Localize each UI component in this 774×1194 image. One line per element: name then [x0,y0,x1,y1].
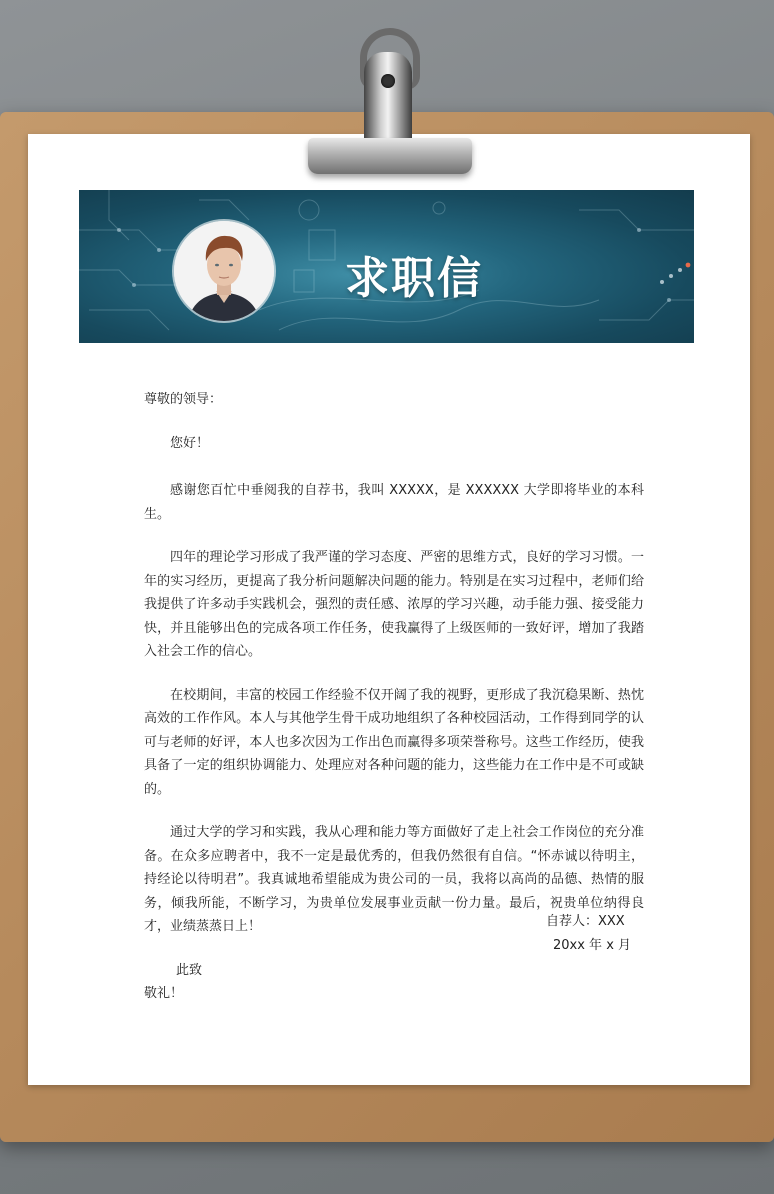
salutation: 尊敬的领导： [144,392,223,407]
paragraph-intro: 感谢您百忙中垂阅我的自荐书，我叫 XXXXX，是 XXXXXX 大学即将毕业的本科生。 [144,483,644,522]
closing-line-1: 此致 [176,962,203,978]
binder-clip-icon [300,26,476,176]
portrait-photo [174,221,274,321]
paragraph-conclusion: 通过大学的学习和实践，我从心理和能力等方面做好了走上社会工作岗位的充分准备。在众多应聘者中，我不一定是最优秀的，但我仍然很有自信。“怀赤诚以待明主，持经论以待明君”。我真诚地希望能成为贵公司的一员，我将以高尚的品德、热情的服务，倾我所能，不断学习，为贵单位发展事业贡献一份力量。最后，祝贵单位纳得良才，业绩蒸蒸日上！ [144,825,644,934]
letter-date: 20xx 年 x 月 [553,937,632,953]
closing-line-2: 敬礼！ [144,986,184,1001]
paragraph-study: 四年的理论学习形成了我严谨的学习态度、严密的思维方式，良好的学习习惯。一年的实习经历，更提高了我分析问题解决问题的能力。特别是在实习过程中，老师们给我提供了许多动手实践机会，强烈的责任感、浓厚的学习兴趣，动手能力强、接受能力快，并且能够出色的完成各项工作任务，使我赢得了上级医师的一致好评，增加了我踏入社会工作的信心。 [144,550,644,659]
signature-block [546,910,631,957]
header-banner [79,190,694,343]
signature: 自荐人：XXX [546,914,625,929]
avatar [174,221,274,321]
page-title: 求职信 [345,253,483,304]
greeting: 您好！ [170,435,210,451]
paragraph-campus: 在校期间，丰富的校园工作经验不仅开阔了我的视野，更形成了我沉稳果断、热忱高效的工作作风。本人与其他学生骨干成功地组织了各种校园活动，工作得到同学的认可与老师的好评，本人也多次因为工作出色而赢得多项荣誉称号。这些工作经历，使我具备了一定的组织协调能力、处理应对各种问题的能力，这些能力在工作中是不可或缺的。 [144,687,644,797]
